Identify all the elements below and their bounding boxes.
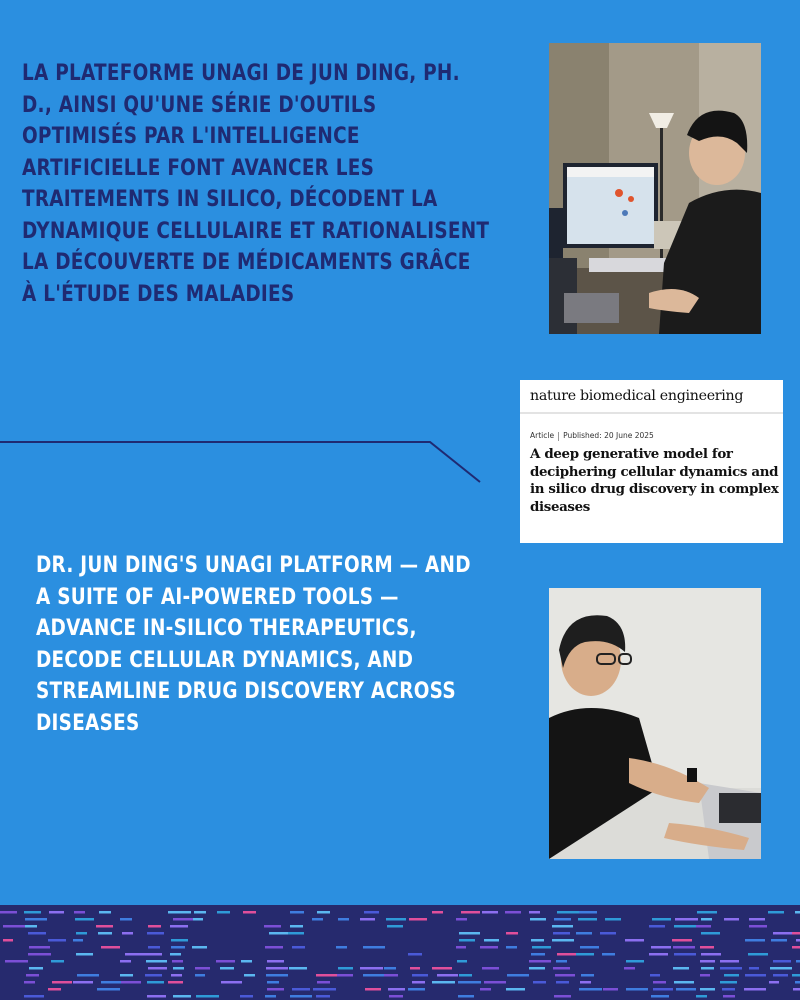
band-dash xyxy=(147,932,164,935)
band-dash xyxy=(172,960,183,963)
band-dash xyxy=(701,918,712,921)
band-dash xyxy=(410,967,420,970)
band-dash xyxy=(792,974,800,977)
band-dash xyxy=(267,960,284,963)
band-dash xyxy=(52,981,72,984)
band-dash xyxy=(579,911,597,914)
band-dash xyxy=(722,988,735,991)
band-dash xyxy=(650,974,660,977)
band-dash xyxy=(412,981,425,984)
band-dash xyxy=(482,911,498,914)
band-dash xyxy=(579,988,602,991)
band-dash xyxy=(581,974,594,977)
band-dash xyxy=(652,918,671,921)
band-dash xyxy=(651,946,671,949)
band-dash xyxy=(796,939,800,942)
band-dash xyxy=(602,953,615,956)
band-dash xyxy=(24,911,41,914)
band-dash xyxy=(792,946,800,949)
band-dash xyxy=(578,918,597,921)
band-dash xyxy=(724,974,739,977)
photo-researcher-desk-icon xyxy=(549,43,761,334)
band-dash xyxy=(48,988,61,991)
band-dash xyxy=(529,960,551,963)
band-dash xyxy=(554,995,571,998)
band-dash xyxy=(360,918,375,921)
band-dash xyxy=(624,967,635,970)
band-dash xyxy=(3,925,26,928)
band-dash xyxy=(386,918,406,921)
band-dash xyxy=(76,953,93,956)
band-dash xyxy=(193,918,203,921)
band-dash xyxy=(384,974,398,977)
band-dash xyxy=(459,974,472,977)
band-dash xyxy=(482,967,499,970)
band-dash xyxy=(243,911,256,914)
band-dash xyxy=(173,918,194,921)
band-dash xyxy=(745,974,766,977)
band-dash xyxy=(773,960,791,963)
band-dash xyxy=(459,939,475,942)
french-headline: LA PLATEFORME UNAGI DE JUN DING, PH. D., AINSI QU'UNE SÉRIE D'OUTILS OPTIMISÉS PAR L'INTELLIGENCE ARTIFICIELLE FONT AVANCER LES TRAITEMENTS IN SILICO, DÉCODENT LA DYNAMIQUE CELLULAIRE ET RATIONALISENT LA DÉCOUVERTE DE MÉDICAMENTS GRÂCE À L'ÉTUDE DES MALADIES xyxy=(22,60,490,307)
band-dash xyxy=(194,911,206,914)
band-dash xyxy=(316,995,330,998)
photo-researcher-laptop-icon xyxy=(549,588,761,859)
band-dash xyxy=(458,981,481,984)
band-dash xyxy=(533,981,546,984)
band-dash xyxy=(724,918,739,921)
band-dash xyxy=(672,939,692,942)
band-dash xyxy=(313,988,336,991)
band-dash xyxy=(264,925,281,928)
band-dash xyxy=(700,946,714,949)
band-dash xyxy=(267,988,284,991)
band-dash xyxy=(192,946,207,949)
article-card xyxy=(520,380,783,543)
band-dash xyxy=(3,939,13,942)
band-dash xyxy=(531,953,545,956)
band-dash xyxy=(552,939,574,942)
band-dash xyxy=(316,974,338,977)
band-dash xyxy=(720,967,742,970)
band-dash xyxy=(432,911,443,914)
band-dash xyxy=(29,967,43,970)
band-dash xyxy=(147,981,164,984)
band-dash xyxy=(506,988,525,991)
band-dash xyxy=(432,967,452,970)
band-dash xyxy=(387,925,403,928)
band-dash xyxy=(216,960,235,963)
band-dash xyxy=(576,932,592,935)
band-dash xyxy=(338,967,353,970)
band-dash xyxy=(456,918,467,921)
article-title: A deep generative model for deciphering cellular dynamics and in silico drug discovery in complex diseases xyxy=(530,446,779,515)
band-dash xyxy=(748,953,768,956)
band-dash xyxy=(122,932,133,935)
band-dash xyxy=(769,981,779,984)
article-type: Article xyxy=(530,431,555,440)
band-dash xyxy=(506,946,517,949)
band-dash xyxy=(749,918,765,921)
band-dash xyxy=(148,925,161,928)
band-dash xyxy=(793,988,800,991)
band-dash xyxy=(557,911,580,914)
divider-line xyxy=(0,430,500,490)
band-dash xyxy=(701,953,721,956)
band-dash xyxy=(49,911,64,914)
band-dash xyxy=(173,967,184,970)
band-dash xyxy=(265,995,276,998)
band-dash xyxy=(148,967,167,970)
band-dash xyxy=(5,960,28,963)
band-dash xyxy=(266,974,288,977)
band-dash xyxy=(696,995,707,998)
band-dash xyxy=(240,995,253,998)
band-dash xyxy=(437,974,458,977)
band-dash xyxy=(241,960,252,963)
band-dash xyxy=(29,946,50,949)
meta-separator xyxy=(558,432,559,441)
band-dash xyxy=(649,925,665,928)
band-dash xyxy=(290,911,304,914)
band-dash xyxy=(626,960,644,963)
band-dash xyxy=(195,967,210,970)
band-dash xyxy=(170,953,181,956)
band-dash xyxy=(720,981,737,984)
band-dash xyxy=(170,925,188,928)
band-dash xyxy=(99,911,111,914)
band-dash xyxy=(674,981,694,984)
band-dash xyxy=(458,995,474,998)
band-dash xyxy=(171,946,185,949)
band-dash xyxy=(73,939,83,942)
band-dash xyxy=(749,967,759,970)
band-dash xyxy=(408,988,425,991)
band-dash xyxy=(145,974,162,977)
band-dash xyxy=(531,939,544,942)
article-meta xyxy=(530,431,654,441)
band-dash xyxy=(773,974,788,977)
band-dash xyxy=(674,953,696,956)
band-dash xyxy=(649,953,668,956)
band-dash xyxy=(120,960,131,963)
band-dash xyxy=(97,988,120,991)
band-dash xyxy=(674,925,697,928)
band-dash xyxy=(389,995,403,998)
band-dash xyxy=(745,939,765,942)
band-dash xyxy=(148,946,160,949)
english-headline: DR. JUN DING'S UNAGI PLATFORM — AND A SUITE OF AI-POWERED TOOLS — ADVANCE IN-SILICO THERAPEUTICS, DECODE CELLULAR DYNAMICS, AND STREAMLINE DRUG DISCOVERY ACROSS DISEASES xyxy=(36,552,471,736)
band-dash xyxy=(480,988,491,991)
band-dash xyxy=(101,946,120,949)
band-dash xyxy=(168,911,191,914)
band-dash xyxy=(384,967,396,970)
band-dash xyxy=(292,946,305,949)
band-dash xyxy=(553,967,570,970)
band-dash xyxy=(506,932,518,935)
band-dash xyxy=(770,967,792,970)
band-dash xyxy=(459,932,480,935)
band-dash xyxy=(795,981,800,984)
band-dash xyxy=(312,918,323,921)
band-dash xyxy=(147,995,166,998)
band-dash xyxy=(700,988,715,991)
band-dash xyxy=(768,911,784,914)
band-dash xyxy=(25,925,37,928)
band-dash xyxy=(101,981,123,984)
band-dash xyxy=(98,932,112,935)
band-dash xyxy=(24,981,35,984)
band-dash xyxy=(480,946,498,949)
band-dash xyxy=(529,911,540,914)
band-dash xyxy=(168,981,183,984)
band-dash xyxy=(461,911,480,914)
band-dash xyxy=(75,918,94,921)
band-dash xyxy=(675,918,698,921)
band-dash xyxy=(120,918,132,921)
band-dash xyxy=(363,946,385,949)
band-dash xyxy=(195,974,205,977)
band-dash xyxy=(653,981,666,984)
band-dash xyxy=(292,988,310,991)
band-dash xyxy=(556,981,569,984)
band-dash xyxy=(720,960,739,963)
band-dash xyxy=(744,988,766,991)
band-dash xyxy=(507,974,529,977)
band-dash xyxy=(700,974,710,977)
band-dash xyxy=(701,932,720,935)
band-dash xyxy=(365,988,381,991)
band-dash xyxy=(651,995,669,998)
band-dash xyxy=(0,911,17,914)
band-dash xyxy=(24,995,44,998)
band-dash xyxy=(432,981,455,984)
band-dash xyxy=(409,918,427,921)
band-dash xyxy=(146,960,167,963)
band-dash xyxy=(456,946,466,949)
band-dash xyxy=(673,967,689,970)
band-dash xyxy=(76,932,87,935)
band-dash xyxy=(74,911,85,914)
band-dash xyxy=(505,911,521,914)
band-dash xyxy=(555,974,575,977)
band-dash xyxy=(96,925,113,928)
card-divider xyxy=(520,412,783,414)
band-dash xyxy=(795,911,800,914)
band-dash xyxy=(317,911,330,914)
decorative-band xyxy=(0,905,800,1000)
band-dash xyxy=(360,967,383,970)
band-dash xyxy=(580,946,599,949)
band-dash xyxy=(676,988,696,991)
band-dash xyxy=(269,932,289,935)
band-dash xyxy=(121,981,141,984)
band-dash xyxy=(171,939,188,942)
band-dash xyxy=(576,953,594,956)
band-dash xyxy=(771,939,787,942)
band-dash xyxy=(408,953,422,956)
band-dash xyxy=(220,967,234,970)
band-dash xyxy=(266,967,288,970)
band-dash xyxy=(51,960,64,963)
band-dash xyxy=(265,946,283,949)
band-dash xyxy=(317,981,330,984)
band-dash xyxy=(530,918,546,921)
band-dash xyxy=(457,960,467,963)
band-dash xyxy=(290,995,312,998)
band-dash xyxy=(697,911,717,914)
band-dash xyxy=(25,918,47,921)
band-dash xyxy=(290,925,303,928)
band-dash xyxy=(125,953,145,956)
band-dash xyxy=(221,981,242,984)
band-dash xyxy=(288,932,304,935)
band-dash xyxy=(338,918,349,921)
band-dash xyxy=(605,918,621,921)
band-dash xyxy=(73,981,93,984)
band-dash xyxy=(48,939,66,942)
band-dash xyxy=(557,953,578,956)
band-dash xyxy=(626,988,648,991)
article-published: Published: 20 June 2025 xyxy=(563,431,654,440)
band-dash xyxy=(625,939,644,942)
band-dash xyxy=(696,925,711,928)
band-dash xyxy=(673,946,695,949)
band-dash xyxy=(484,981,506,984)
band-dash xyxy=(244,974,255,977)
band-dash xyxy=(267,981,279,984)
band-dash xyxy=(600,932,616,935)
band-dash xyxy=(363,974,385,977)
band-dash xyxy=(388,988,405,991)
band-dash xyxy=(792,932,800,935)
band-dash xyxy=(289,967,307,970)
band-dash xyxy=(337,974,353,977)
band-dash xyxy=(196,995,219,998)
band-dash xyxy=(529,967,545,970)
band-dash xyxy=(217,911,230,914)
band-dash xyxy=(580,981,591,984)
band-dash xyxy=(796,960,800,963)
journal-name: nature biomedical engineering xyxy=(530,388,744,404)
band-dash xyxy=(749,925,767,928)
band-dash xyxy=(484,939,499,942)
band-dash xyxy=(26,974,39,977)
band-dash xyxy=(412,974,428,977)
band-dash xyxy=(364,911,379,914)
band-dash xyxy=(603,988,618,991)
band-dash xyxy=(701,967,714,970)
band-dash xyxy=(553,932,570,935)
band-dash xyxy=(556,960,567,963)
band-dash xyxy=(120,974,133,977)
band-dash xyxy=(532,946,551,949)
band-dash xyxy=(653,988,673,991)
band-dash xyxy=(700,960,715,963)
band-dash xyxy=(28,953,51,956)
band-dash xyxy=(723,995,735,998)
band-dash xyxy=(336,946,347,949)
band-dash xyxy=(28,932,46,935)
band-dash xyxy=(173,995,191,998)
band-dash xyxy=(171,974,182,977)
band-dash xyxy=(144,953,162,956)
band-dash xyxy=(552,925,573,928)
band-dash xyxy=(77,974,99,977)
band-dash xyxy=(554,918,571,921)
